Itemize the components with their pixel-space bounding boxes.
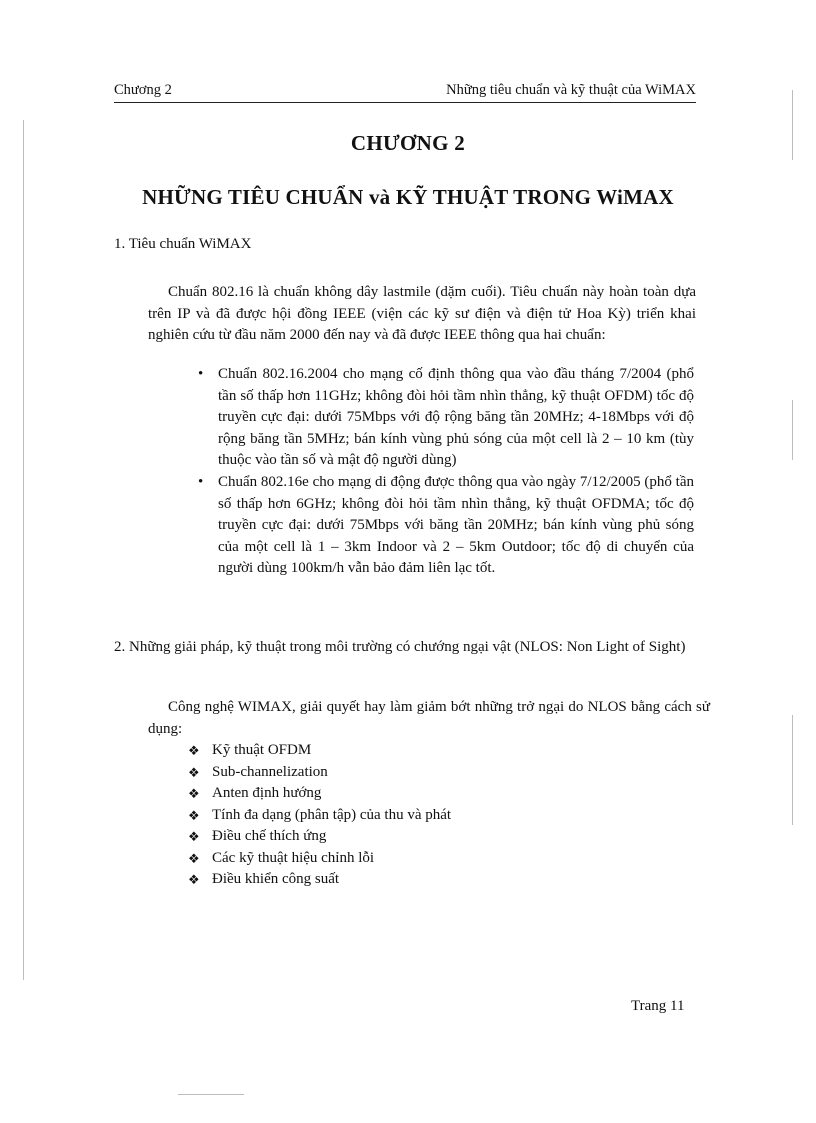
- section-1-paragraph: Chuẩn 802.16 là chuẩn không dây lastmile (dặm cuối). Tiêu chuẩn này hoàn toàn dựa trên IP và đã được hội đồng IEEE (viện các kỹ sư điện và điện tử Hoa Kỳ) triển khai nghiên cứu từ đầu năm 2000 đến nay và đã được IEEE thông qua hai chuẩn:: [148, 284, 696, 344]
- scan-artifact-right-edge: [792, 715, 793, 825]
- bullet-item: [196, 364, 694, 472]
- list-item: [188, 869, 451, 891]
- list-item-text: Kỹ thuật OFDM: [212, 742, 312, 758]
- header-book-title: Những tiêu chuẩn và kỹ thuật của WiMAX: [446, 82, 696, 98]
- page-number: Trang 11: [631, 998, 685, 1014]
- chapter-title: NHỮNG TIÊU CHUẨN và KỸ THUẬT TRONG WiMAX: [142, 185, 674, 209]
- list-item: [188, 783, 451, 805]
- list-item: [188, 762, 451, 784]
- scan-artifact-bottom: [178, 1094, 244, 1095]
- list-item: [188, 805, 451, 827]
- bullet-icon: •: [198, 473, 204, 490]
- bullet-icon: •: [198, 366, 204, 382]
- techniques-list: [188, 740, 451, 891]
- bullet-text: Chuẩn 802.16e cho mạng di động được thông qua vào ngày 7/12/2005 (phổ tần số thấp hơn 6GHz; không đòi hỏi tầm nhìn thẳng, kỹ thuật OFDMA; tốc độ truyền cực đại: dưới 75Mbps với băng tần 20MHz; bán kính vùng phủ sóng của một cell là 1 – 3km Indoor và 2 – 5km Outdoor; tốc độ di chuyển của người dùng 100km/h vẫn bảo đảm liên lạc tốt.: [218, 473, 694, 577]
- list-item-text: Sub-channelization: [212, 763, 328, 780]
- list-item: [188, 826, 451, 848]
- list-item-text: Các kỹ thuật hiệu chỉnh lỗi: [212, 849, 375, 866]
- list-item-text: Điều chế thích ứng: [212, 828, 327, 844]
- diamond-bullet-icon: ❖: [188, 786, 200, 801]
- diamond-bullet-icon: ❖: [188, 850, 200, 866]
- page-header: [114, 82, 696, 103]
- bullet-item: [196, 472, 694, 580]
- standards-bullet-list: [196, 364, 694, 580]
- scan-artifact-left-edge: [23, 120, 24, 980]
- section-1-heading: 1. Tiêu chuẩn WiMAX: [114, 236, 252, 252]
- diamond-bullet-icon: ❖: [188, 764, 200, 780]
- list-item: [188, 848, 451, 870]
- diamond-bullet-icon: ❖: [188, 829, 200, 844]
- list-item-text: Tính đa dạng (phân tập) của thu và phát: [212, 806, 452, 823]
- scan-artifact-right-edge: [792, 400, 793, 460]
- diamond-bullet-icon: ❖: [188, 743, 200, 758]
- section-2-heading: 2. Những giải pháp, kỹ thuật trong môi trường có chướng ngại vật (NLOS: Non Light of Sight): [114, 639, 686, 655]
- header-chapter-label: Chương 2: [114, 82, 172, 98]
- list-item-text: Điều khiển công suất: [212, 871, 340, 887]
- section-2-paragraph: Công nghệ WIMAX, giải quyết hay làm giảm bớt những trở ngại do NLOS bằng cách sử dụng:: [148, 699, 710, 737]
- list-item-text: Anten định hướng: [212, 785, 322, 801]
- list-item: [188, 740, 451, 762]
- scan-artifact-right-edge: [792, 90, 793, 160]
- chapter-number: CHƯƠNG 2: [350, 131, 466, 155]
- diamond-bullet-icon: ❖: [188, 807, 200, 823]
- diamond-bullet-icon: ❖: [188, 872, 200, 887]
- bullet-text: Chuẩn 802.16.2004 cho mạng cố định thông qua vào đầu tháng 7/2004 (phổ tần số thấp hơn 11GHz; không đòi hỏi tầm nhìn thẳng, kỹ thuật OFDM) tốc độ truyền cực đại: dưới 75Mbps với độ rộng băng tần 20MHz; 4-18Mbps với độ rộng băng tần 5MHz; bán kính vùng phủ sóng của một cell là 2 – 10 km (tùy thuộc vào tần số và mật độ người dùng): [218, 366, 694, 469]
